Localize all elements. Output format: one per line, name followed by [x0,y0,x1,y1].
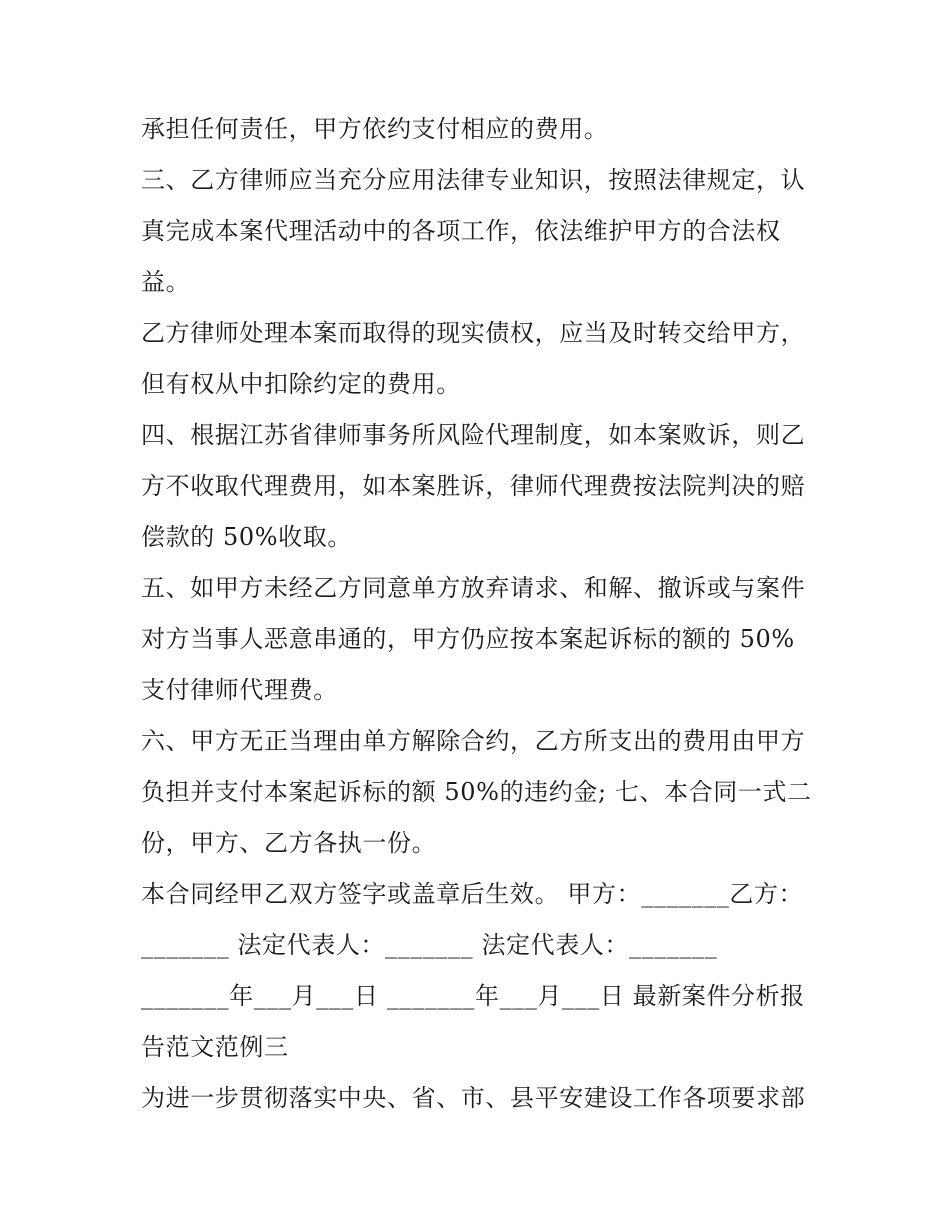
text-line: 五、如甲方未经乙方同意单方放弃请求、和解、撤诉或与案件 [141,574,806,602]
text-line: 偿款的 50%收取。 [141,523,352,551]
text-line: 负担并支付本案起诉标的额 50%的违约金; 七、本合同一式二 [141,778,812,806]
text-line: 承担任何责任，甲方依约支付相应的费用。 [141,115,609,143]
text-line: 乙方律师处理本案而取得的现实债权，应当及时转交给甲方， [141,319,806,347]
text-line: 份，甲方、乙方各执一份。 [141,829,437,857]
text-line: 益。 [141,268,191,296]
text-line: 告范文范例三 [141,1033,289,1061]
text-line: 为进一步贯彻落实中央、省、市、县平安建设工作各项要求部 [141,1084,806,1112]
text-line: 但有权从中扣除约定的费用。 [141,370,461,398]
text-line: 支付律师代理费。 [141,676,338,704]
text-line: _______ 法定代表人：_______ 法定代表人：_______ [141,931,718,959]
text-line: _______年___月___日 _______年___月___日 最新案件分析报 [141,982,805,1010]
text-line: 方不收取代理费用，如本案胜诉，律师代理费按法院判决的赔 [141,472,806,500]
document-body [141,104,821,1124]
text-line: 本合同经甲乙双方签字或盖章后生效。 甲方：_______乙方： [141,880,804,908]
text-line: 三、乙方律师应当充分应用法律专业知识，按照法律规定，认 [141,166,806,194]
text-line: 对方当事人恶意串通的，甲方仍应按本案起诉标的额的 50% [141,625,795,653]
text-line: 六、甲方无正当理由单方解除合约，乙方所支出的费用由甲方 [141,727,806,755]
text-line: 四、根据江苏省律师事务所风险代理制度，如本案败诉，则乙 [141,421,806,449]
text-line: 真完成本案代理活动中的各项工作，依法维护甲方的合法权 [141,217,781,245]
